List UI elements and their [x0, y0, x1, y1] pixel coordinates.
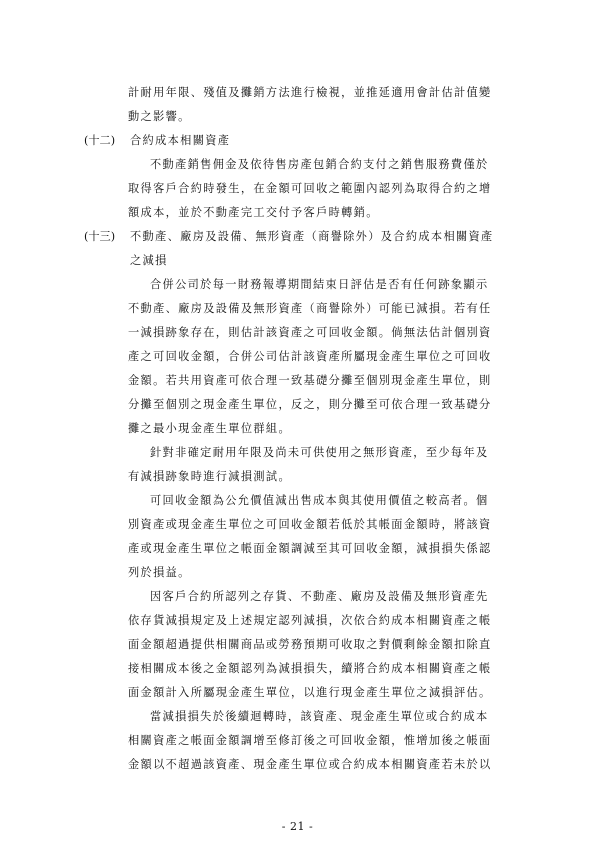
paragraph-line: 金額。若共用資產可依合理一致基礎分攤至個別現金產生單位，則 [128, 374, 492, 387]
paragraph-line: 不動產銷售佣金及依待售房產包銷合約支付之銷售服務費僅於 [150, 158, 489, 171]
paragraph-line: 面金額計入所屬現金產生單位，以進行現金產生單位之減損評估。 [128, 686, 492, 699]
paragraph-line: 面金額超過提供相關商品或勞務預期可收取之對價剩餘金額扣除直 [128, 638, 492, 651]
paragraph-line: 有減損跡象時進行減損測試。 [128, 470, 291, 483]
paragraph-line: 金額以不超過該資產、現金產生單位或合約成本相關資產若未於以 [128, 758, 492, 771]
paragraph-line: 當減損損失於後續迴轉時，該資產、現金產生單位或合約成本 [150, 710, 489, 723]
paragraph-line: 不動產、廠房及設備及無形資產（商譽除外）可能已減損。若有任 [128, 302, 492, 315]
paragraph-line: 取得客戶合約時發生，在金額可回收之範圍內認列為取得合約之增 [128, 182, 492, 195]
section-title: 之減損 [130, 254, 168, 267]
page-number: - 21 - [281, 820, 314, 833]
paragraph-line: 一減損跡象存在，則估計該資產之可回收金額。倘無法估計個別資 [128, 326, 492, 339]
paragraph-line: 額成本，並於不動產完工交付予客戶時轉銷。 [128, 206, 379, 219]
paragraph-line: 產之可回收金額，合併公司估計該資產所屬現金產生單位之可回收 [128, 350, 492, 363]
paragraph-line: 針對非確定耐用年限及尚未可供使用之無形資產，至少每年及 [150, 446, 489, 459]
section-number: (十三) [84, 230, 116, 243]
paragraph-line: 別資產或現金產生單位之可回收金額若低於其帳面金額時，將該資 [128, 518, 492, 531]
paragraph-line: 接相關成本後之金額認列為減損損失，續將合約成本相關資產之帳 [128, 662, 492, 675]
paragraph-line: 列於損益。 [128, 566, 191, 579]
paragraph-line: 動之影響。 [128, 110, 191, 123]
paragraph-line: 可回收金額為公允價值減出售成本與其使用價值之較高者。個 [150, 494, 489, 507]
paragraph-line: 分攤至個別之現金產生單位，反之，則分攤至可依合理一致基礎分 [128, 398, 492, 411]
paragraph-line: 產或現金產生單位之帳面金額調減至其可回收金額，減損損失係認 [128, 542, 492, 555]
paragraph-line: 相關資產之帳面金額調增至修訂後之可回收金額，惟增加後之帳面 [128, 734, 492, 747]
section-number: (十二) [84, 134, 116, 147]
paragraph-line: 攤之最小現金產生單位群組。 [128, 422, 291, 435]
section-title: 不動產、廠房及設備、無形資產（商譽除外）及合約成本相關資產 [130, 230, 494, 243]
paragraph-line: 計耐用年限、殘值及攤銷方法進行檢視，並推延適用會計估計值變 [128, 86, 492, 99]
paragraph-line: 依存貨減損規定及上述規定認列減損，次依合約成本相關資產之帳 [128, 614, 492, 627]
paragraph-line: 合併公司於每一財務報導期間結束日評估是否有任何跡象顯示 [150, 278, 489, 291]
paragraph-line: 因客戶合約所認列之存貨、不動產、廠房及設備及無形資產先 [150, 590, 489, 603]
section-title: 合約成本相關資產 [130, 134, 231, 147]
